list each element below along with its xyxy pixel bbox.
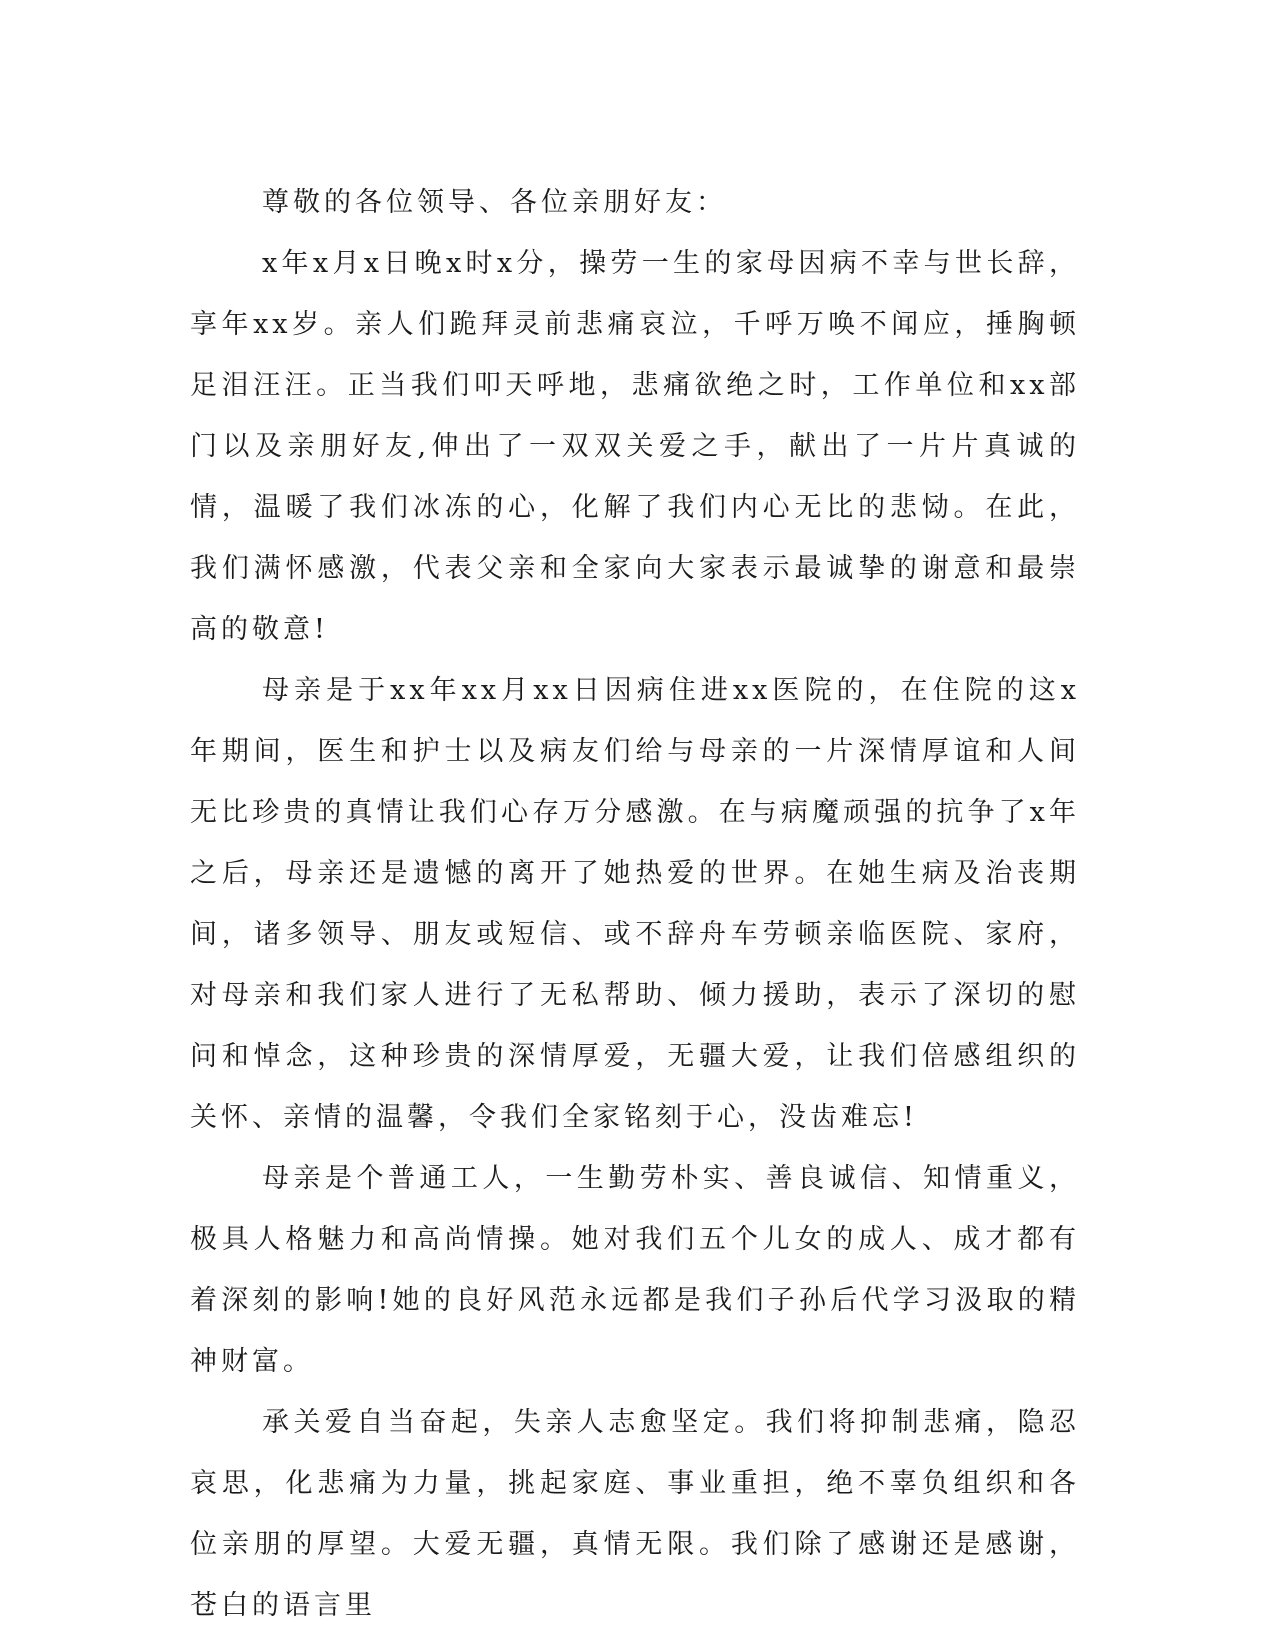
document-body <box>190 172 1080 1636</box>
paragraph-4: 承关爱自当奋起，失亲人志愈坚定。我们将抑制悲痛，隐忍哀思，化悲痛为力量，挑起家庭、事业重担，绝不辜负组织和各位亲朋的厚望。大爱无疆，真情无限。我们除了感谢还是感谢，苍白的语言里 <box>190 1407 1080 1621</box>
paragraph-2: 母亲是于xx年xx月xx日因病住进xx医院的，在住院的这x年期间，医生和护士以及病友们给与母亲的一片深情厚谊和人间无比珍贵的真情让我们心存万分感激。在与病魔顽强的抗争了x年之后，母亲还是遗憾的离开了她热爱的世界。在她生病及治丧期间，诸多领导、朋友或短信、或不辞舟车劳顿亲临医院、家府，对母亲和我们家人进行了无私帮助、倾力援助，表示了深切的慰问和悼念，这种珍贵的深情厚爱，无疆大爱，让我们倍感组织的关怀、亲情的温馨，令我们全家铭刻于心，没齿难忘! <box>190 675 1080 1133</box>
salutation: 尊敬的各位领导、各位亲朋好友： <box>262 187 727 218</box>
paragraph-3: 母亲是个普通工人，一生勤劳朴实、善良诚信、知情重义，极具人格魅力和高尚情操。她对我们五个儿女的成人、成才都有着深刻的影响!她的良好风范永远都是我们子孙后代学习汲取的精神财富。 <box>190 1163 1080 1377</box>
paragraph-1: x年x月x日晚x时x分，操劳一生的家母因病不幸与世长辞，享年xx岁。亲人们跪拜灵前悲痛哀泣，千呼万唤不闻应，捶胸顿足泪汪汪。正当我们叩天呼地，悲痛欲绝之时，工作单位和xx部门以及亲朋好友,伸出了一双双关爱之手，献出了一片片真诚的情，温暖了我们冰冻的心，化解了我们内心无比的悲恸。在此，我们满怀感激，代表父亲和全家向大家表示最诚挚的谢意和最崇高的敬意! <box>190 248 1080 645</box>
